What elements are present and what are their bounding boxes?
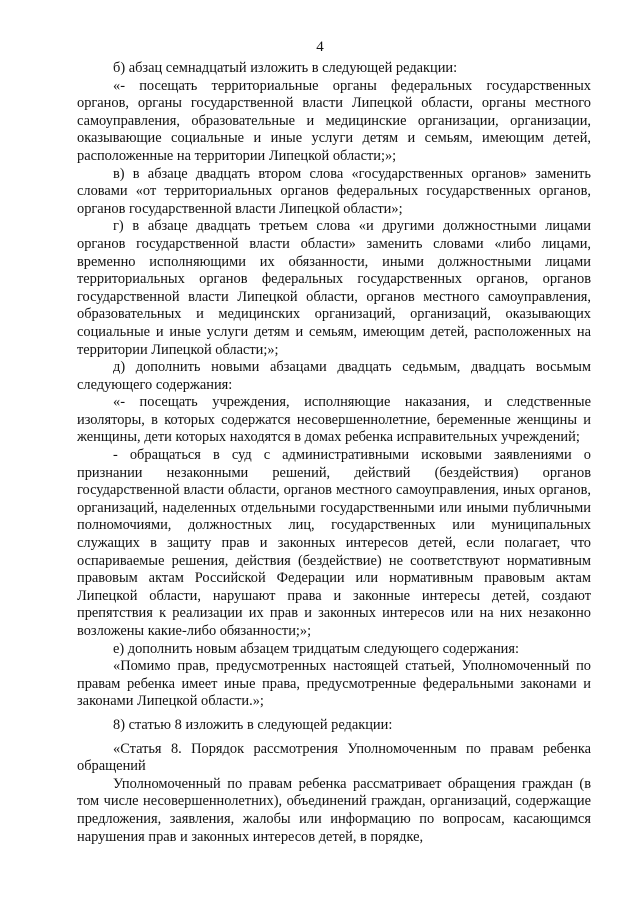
paragraph-quote-2: «- посещать учреждения, исполняющие наказания, и следственные изоляторы, в которых содержатся несовершеннолетние, беременные женщины и женщины, дети которых находятся в домах ребенка исправительных учреждений;: [77, 394, 591, 446]
paragraph-quote-1: «- посещать территориальные органы федеральных государственных органов, органы государственной власти Липецкой области, органы местного самоуправления, образовательные и медицинские организации, организации, оказывающие социальные и иные услуги детям и семьям, имеющим детей, расположенные на территории Липецкой области;»;: [77, 77, 591, 164]
paragraph-e: е) дополнить новым абзацем тридцатым следующего содержания:: [113, 640, 519, 657]
paragraph-quote-4: «Помимо прав, предусмотренных настоящей статьей, Уполномоченный по правам ребенка имеет иные права, предусмотренные федеральными законами и законами Липецкой области.»;: [77, 658, 591, 710]
paragraph-g: г) в абзаце двадцать третьем слова «и другими должностными лицами органов государственной власти области» заменить словами «либо лицами, временно исполняющими их обязанности, иными должностными лицами территориальных органов федеральных государственных органов, органов государственной власти Липецкой области, органов местного самоуправления, образовательных и медицинских организаций, организаций, оказывающих социальные и иные услуги детям и семьям, имеющим детей, расположенных на территории Липецкой области;»;: [77, 218, 591, 358]
paragraph-item-8: 8) статью 8 изложить в следующей редакции:: [113, 716, 393, 733]
paragraph-b: б) абзац семнадцатый изложить в следующей редакции:: [113, 60, 458, 76]
paragraph-article-8-title: «Статья 8. Порядок рассмотрения Уполномоченным по правам ребенка обращений: [77, 740, 591, 775]
paragraph-article-8-text: Уполномоченный по правам ребенка рассматривает обращения граждан (в том числе несовершеннолетних), объединений граждан, организаций, содержащие предложения, заявления, жалобы или информацию по вопросам, касающимся нарушения прав и законных интересов детей, в порядке,: [77, 775, 591, 845]
paragraph-d: д) дополнить новыми абзацами двадцать седьмым, двадцать восьмым следующего содержания:: [77, 359, 591, 393]
paragraph-quote-3: - обращаться в суд с административными исковыми заявлениями о признании незаконными решений, действий (бездействия) органов государственной власти области, органов местного самоуправления, иных органов, организаций, наделенных отдельными государственными или иными публичными полномочиями, должностных лиц, государственных или муниципальных служащих в защиту прав и законных интересов детей, если полагает, что оспариваемые решения, действия (бездействие) не соответствуют нормативным правовым актам Российской Федерации или нормативным правовым актам Липецкой области, нарушают права и законные интересы детей, создают препятствия к реализации их прав и законных интересов или на них незаконно возложены какие-либо обязанности;»;: [77, 447, 591, 639]
paragraph-v: в) в абзаце двадцать втором слова «государственных органов» заменить словами «от территориальных органов федеральных государственных органов, органов государственной власти Липецкой области»;: [77, 165, 591, 217]
document-body: [77, 60, 591, 846]
page-number: 4: [316, 39, 324, 55]
